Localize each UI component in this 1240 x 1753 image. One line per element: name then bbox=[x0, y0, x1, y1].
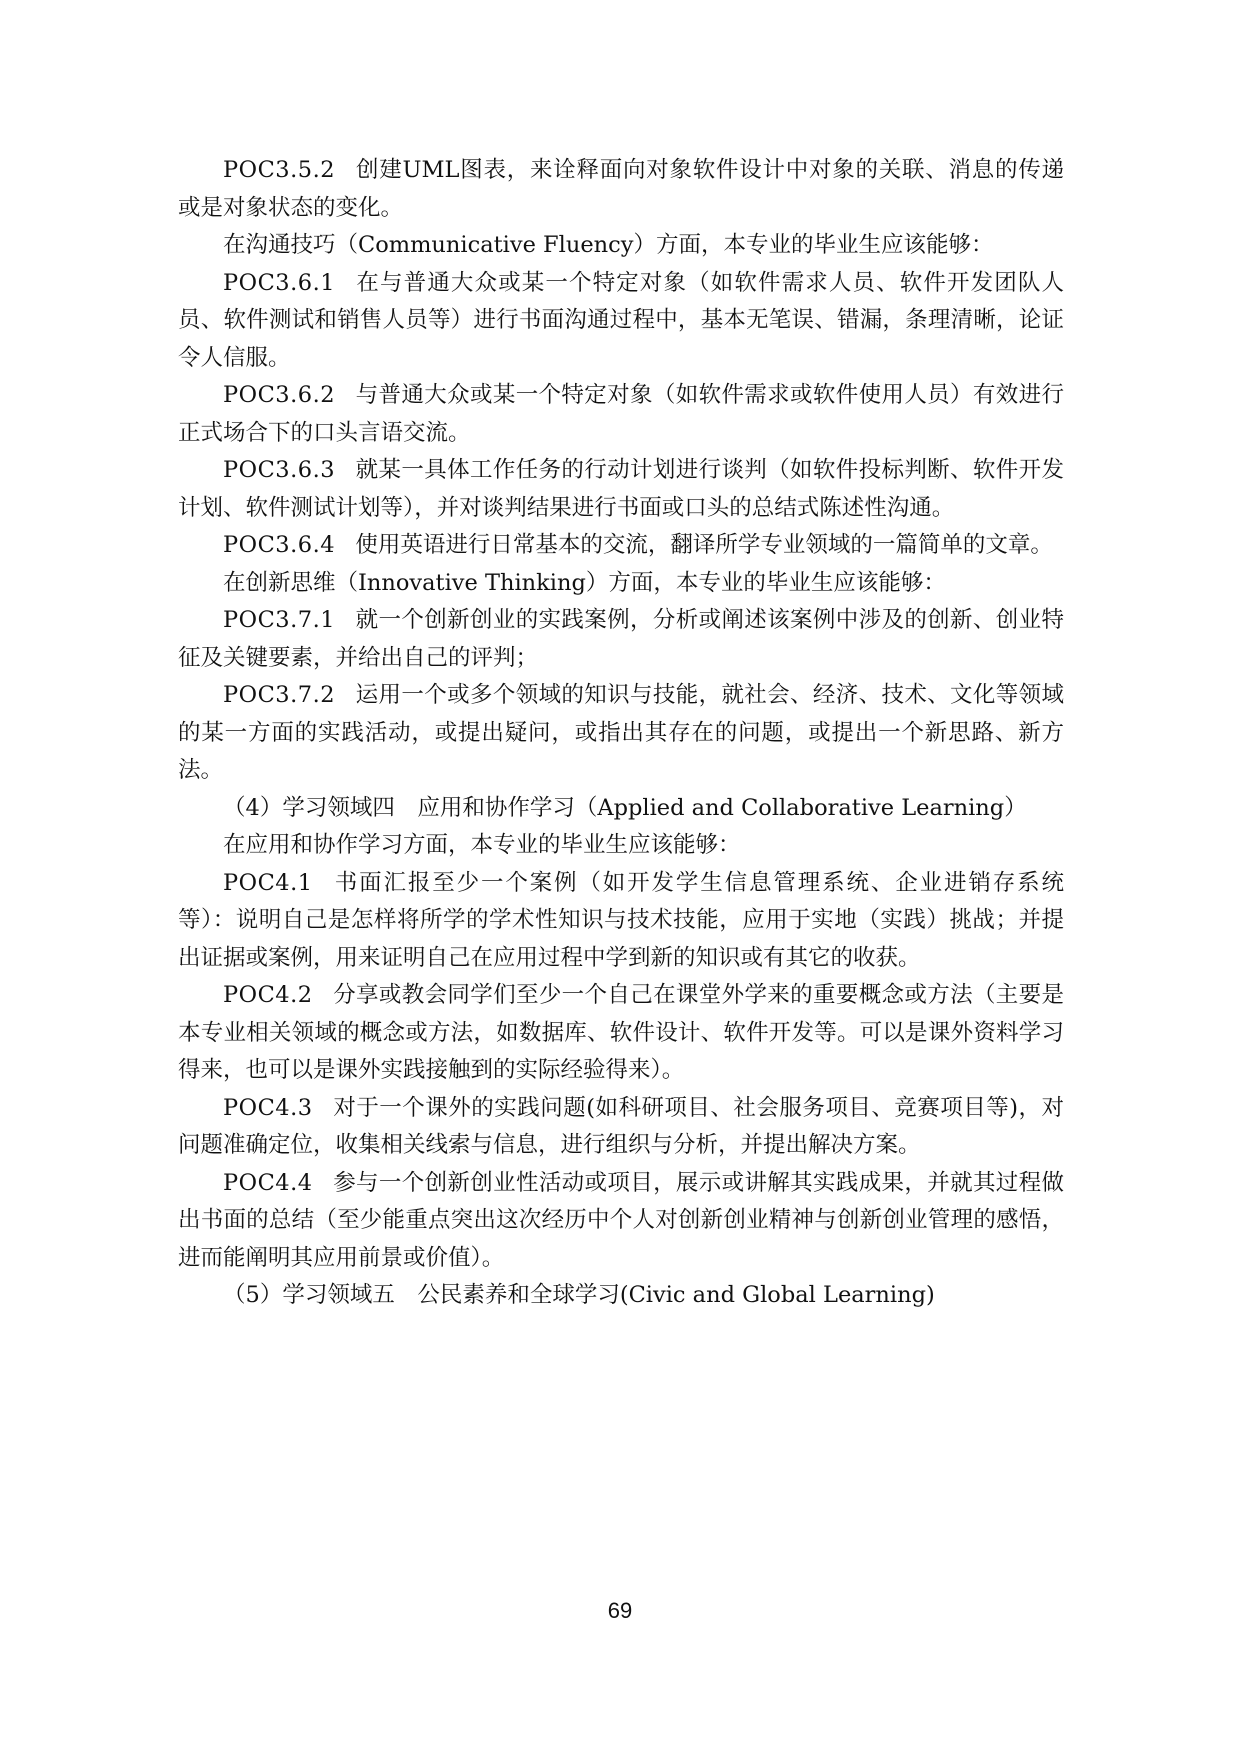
paragraph-poc3-6-3 bbox=[178, 452, 1064, 527]
section-heading-area-4 bbox=[178, 790, 1064, 828]
paragraph-poc3-5-2 bbox=[178, 152, 1064, 227]
page-number: 69 bbox=[607, 1598, 633, 1623]
paragraph-text: 分享或教会同学们至少一个自己在课堂外学来的重要概念或方法（主要是本专业相关领域的概念或方法，如数据库、软件设计、软件开发等。可以是课外资料学习得来，也可以是课外实践接触到的实际经验得来）。 bbox=[178, 982, 1064, 1083]
paragraph-poc4-1 bbox=[178, 865, 1064, 978]
paragraph-poc3-7-2 bbox=[178, 677, 1064, 790]
outcome-code: POC3.6.1 bbox=[223, 269, 336, 296]
outcome-code: POC3.6.4 bbox=[223, 532, 336, 558]
paragraph-text: 与普通大众或某一个特定对象（如软件需求或软件使用人员）有效进行正式场合下的口头言语交流。 bbox=[178, 382, 1064, 446]
paragraph-poc4-2 bbox=[178, 977, 1064, 1090]
paragraph-innovative-thinking-intro bbox=[178, 565, 1064, 603]
paragraph-text: 对于一个课外的实践问题(如科研项目、社会服务项目、竞赛项目等)，对问题准确定位，收集相关线索与信息，进行组织与分析，并提出解决方案。 bbox=[178, 1094, 1064, 1158]
paragraph-text: 使用英语进行日常基本的交流，翻译所学专业领域的一篇简单的文章。 bbox=[355, 532, 1053, 558]
paragraph-text: 在与普通大众或某一个特定对象（如软件需求人员、软件开发团队人员、软件测试和销售人员等）进行书面沟通过程中，基本无笔误、错漏，条理清晰，论证令人信服。 bbox=[178, 269, 1064, 371]
outcome-code: POC4.1 bbox=[223, 869, 313, 896]
paragraph-text: 就某一具体工作任务的行动计划进行谈判（如软件投标判断、软件开发计划、软件测试计划等），并对谈判结果进行书面或口头的总结式陈述性沟通。 bbox=[178, 457, 1064, 521]
paragraph-communicative-fluency-intro bbox=[178, 227, 1064, 265]
outcome-code: POC3.5.2 bbox=[223, 157, 336, 183]
paragraph-text: 在创新思维（Innovative Thinking）方面，本专业的毕业生应该能够： bbox=[223, 569, 946, 596]
outcome-code: POC4.2 bbox=[223, 982, 313, 1008]
paragraph-poc4-4 bbox=[178, 1165, 1064, 1278]
paragraph-poc3-6-2 bbox=[178, 377, 1064, 452]
paragraph-text: 运用一个或多个领域的知识与技能，就社会、经济、技术、文化等领域的某一方面的实践活动，或提出疑问，或指出其存在的问题，或提出一个新思路、新方法。 bbox=[178, 682, 1064, 783]
paragraph-text: 就一个创新创业的实践案例，分析或阐述该案例中涉及的创新、创业特征及关键要素，并给出自己的评判； bbox=[178, 607, 1064, 671]
outcome-code: POC3.7.1 bbox=[223, 607, 336, 633]
paragraph-poc3-6-4 bbox=[178, 527, 1064, 565]
paragraph-text: 参与一个创新创业性活动或项目，展示或讲解其实践成果，并就其过程做出书面的总结（至少能重点突出这次经历中个人对创新创业精神与创新创业管理的感悟，进而能阐明其应用前景或价值）。 bbox=[178, 1169, 1064, 1271]
outcome-code: POC3.6.2 bbox=[223, 382, 336, 408]
paragraph-text: 在沟通技巧（Communicative Fluency）方面，本专业的毕业生应该能够： bbox=[223, 232, 994, 258]
outcome-code: POC3.6.3 bbox=[223, 457, 336, 483]
paragraph-text: 在应用和协作学习方面，本专业的毕业生应该能够： bbox=[223, 832, 741, 858]
outcome-code: POC3.7.2 bbox=[223, 682, 336, 708]
paragraph-text: （5）学习领域五 公民素养和全球学习(Civic and Global Learning) bbox=[223, 1282, 935, 1308]
outcome-code: POC4.4 bbox=[223, 1169, 313, 1196]
outcome-code: POC4.3 bbox=[223, 1094, 313, 1121]
paragraph-poc3-7-1 bbox=[178, 602, 1064, 677]
paragraph-poc3-6-1 bbox=[178, 265, 1064, 378]
paragraph-text: （4）学习领域四 应用和协作学习（Applied and Collaborative Learning） bbox=[223, 794, 1027, 821]
section-heading-area-5 bbox=[178, 1277, 1064, 1315]
document-body bbox=[178, 152, 1064, 1315]
paragraph-text: 书面汇报至少一个案例（如开发学生信息管理系统、企业进销存系统等）：说明自己是怎样将所学的学术性知识与技术技能，应用于实地（实践）挑战；并提出证据或案例，用来证明自己在应用过程中学到新的知识或有其它的收获。 bbox=[178, 869, 1064, 971]
paragraph-text: 创建UML图表，来诠释面向对象软件设计中对象的关联、消息的传递或是对象状态的变化。 bbox=[178, 157, 1064, 221]
paragraph-poc4-3 bbox=[178, 1090, 1064, 1165]
paragraph-applied-learning-intro bbox=[178, 827, 1064, 865]
